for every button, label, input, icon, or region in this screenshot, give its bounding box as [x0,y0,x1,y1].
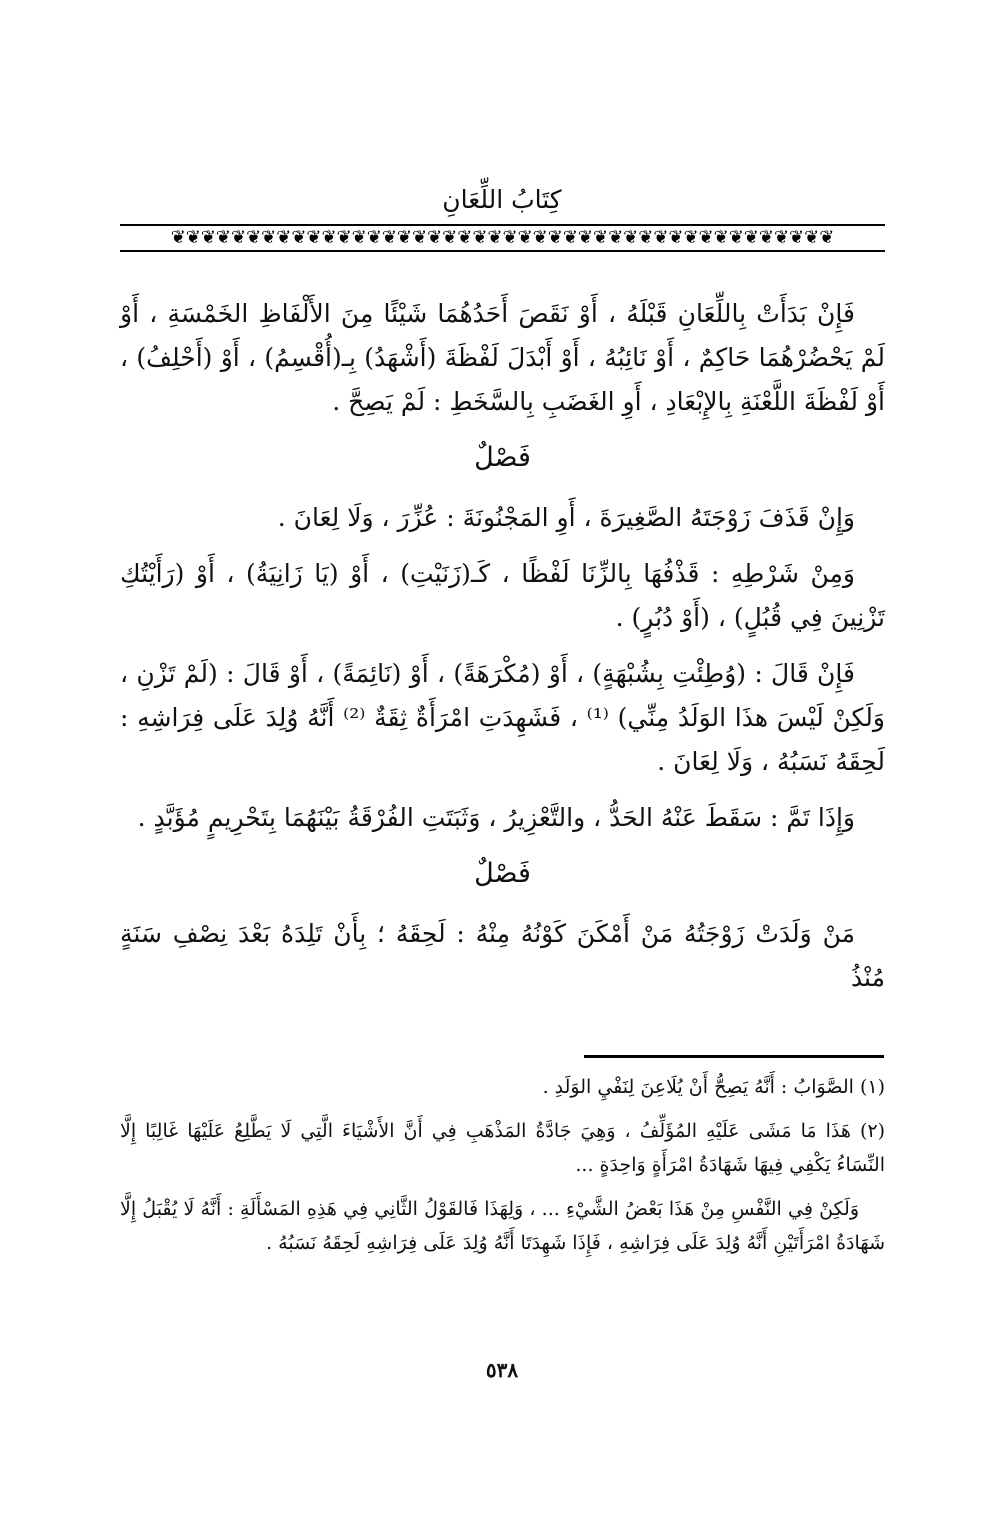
footnote-separator [584,1055,884,1058]
ornamental-border [120,221,885,255]
page-number: ٥٣٨ [485,1358,519,1382]
paragraph-6: مَنْ وَلَدَتْ زَوْجَتُهُ مَنْ أَمْكَنَ كَوْنُهُ مِنْهُ : لَحِقَهُ ؛ بِأَنْ تَلِدَهُ بَعْدَ نِصْفِ سَنَةٍ مُنْذُ [120,919,885,992]
paragraph-5: وَإِذَا تَمَّ : سَقَطَ عَنْهُ الحَدُّ ، والتَّعْزِيرُ ، وَثَبَتَتِ الفُرْقَةُ بَيْنَهُمَا بِتَحْرِيمٍ مُؤَبَّدٍ . [137,803,855,832]
paragraph-1: فَإِنْ بَدَأَتْ بِاللِّعَانِ قَبْلَهُ ، أَوْ نَقَصَ أَحَدُهُمَا شَيْئًا مِنَ الأَلْفَاظِ الخَمْسَةِ ، أَوْ لَمْ يَحْضُرْهُمَا حَاكِمٌ ، أَوْ نَائِبُهُ ، أَوْ أَبْدَلَ لَفْظَةَ (أَشْهَدُ) بِـ(أُقْسِمُ) ، أَوْ (أَحْلِفُ) ، أَوْ لَفْظَةَ اللَّعْنَةِ بِالإِبْعَادِ ، أَوِ الغَضَبِ بِالسَّخَطِ : لَمْ يَصِحَّ . [120,299,885,416]
footnote-2-continuation: وَلَكِنْ فِي النَّفْسِ مِنْ هَذَا بَعْضُ الشَّيْءِ ... ، وَلِهَذَا فَالقَوْلُ الثَّانِي فِي هَذِهِ المَسْأَلَةِ : أَنَّهُ لَا يُقْبَلُ إِلَّا شَهَادَةُ امْرَأَتَيْنِ أَنَّهُ وُلِدَ عَلَى فِرَاشِهِ ، فَإِذَا شَهِدَتَا أَنَّهُ وُلِدَ عَلَى فِرَاشِهِ لَحِقَهُ نَسَبُهُ . [120,1198,885,1254]
ornament-bottom-rule [120,250,885,252]
ornament-chain-icon: ❦❦❦❦❦❦❦❦❦❦❦❦❦❦❦❦❦❦❦❦❦❦❦❦❦❦❦❦❦❦❦❦❦❦❦❦❦❦❦❦❦❦❦❦ [170,227,835,248]
footnote-1: (١) الصَّوَابُ : أَنَّهُ يَصِحُّ أَنْ يُلَاعِنَ لِنَفْيِ الوَلَدِ . [542,1076,885,1098]
paragraph-3: وَمِنْ شَرْطِهِ : قَذْفُهَا بِالزِّنَا لَفْظًا ، كَـ(زَنَيْتِ) ، أَوْ (يَا زَانِيَةُ) ، أَوْ (رَأَيْتُكِ تَزْنِينَ فِي قُبُلٍ) ، (أَوْ دُبُرٍ) . [120,559,885,632]
paragraph-2: وَإِنْ قَذَفَ زَوْجَتَهُ الصَّغِيرَةَ ، أَوِ المَجْنُونَةَ : عُزِّرَ ، وَلَا لِعَانَ . [277,503,855,532]
main-text [120,292,885,1012]
paragraph-4: فَإِنْ قَالَ : (وُطِئْتِ بِشُبْهَةٍ) ، أَوْ (مُكْرَهَةً) ، أَوْ (نَائِمَةً) ، أَوْ قَالَ : (لَمْ تَزْنِ ، وَلَكِنْ لَيْسَ هذَا الوَلَدُ مِنِّي) ⁽¹⁾ ، فَشَهِدَتِ امْرَأَةٌ ثِقَةٌ ⁽²⁾ أَنَّهُ وُلِدَ عَلَى فِرَاشِهِ : لَحِقَهُ نَسَبُهُ ، وَلَا لِعَانَ . [120,659,885,776]
running-title: كِتَابُ اللِّعَانِ [442,185,562,214]
footnotes [120,1070,885,1270]
section-heading-1: فَصْلٌ [474,442,531,473]
section-heading-2: فَصْلٌ [474,858,531,889]
footnote-2: (٢) هَذَا مَا مَشَى عَلَيْهِ المُؤَلِّفُ ، وَهِيَ جَادَّةُ المَذْهَبِ فِي أَنَّ الأَشْيَاءَ الَّتِي لَا يَطَّلِعُ عَلَيْهَا غَالِبًا إِلَّا النِّسَاءُ يَكْفِي فِيهَا شَهَادَةُ امْرَأَةٍ وَاحِدَةٍ ... [120,1120,885,1176]
